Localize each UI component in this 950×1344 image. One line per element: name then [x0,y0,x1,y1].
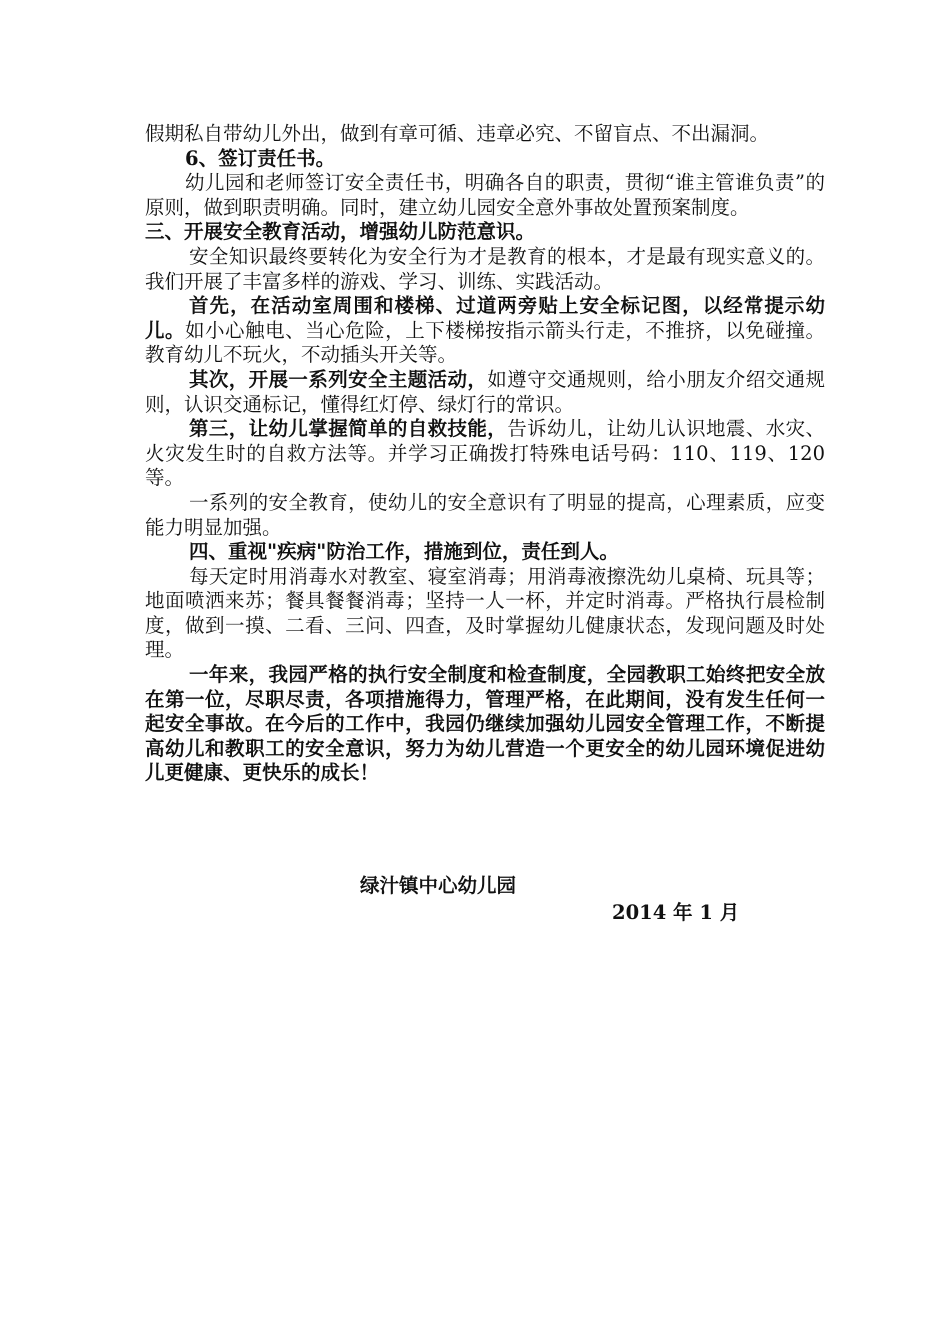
paragraph-leave-rules: 假期私自带幼儿外出，做到有章可循、违章必究、不留盲点、不出漏洞。 [145,122,770,145]
paragraph-summary: 一年来，我园严格的执行安全制度和检查制度，全园教职工始终把安全放在第一位，尽职尽责，各项措施得力，管理严格，在此期间，没有发生任何一起安全事故。在今后的工作中，我园仍继续加强幼儿园安全管理工作，不断提高幼儿和教职工的安全意识，努力为幼儿营造一个更安全的幼儿园环境促进幼儿更健康、更快乐的成长！ [145,663,825,785]
heading-disease-prevention: 四、重视"疾病"防治工作，措施到位，责任到人。 [189,540,619,564]
safety-signs-detail: 如小心触电、当心危险，上下楼梯按指示箭头行走，不推挤，以免碰撞。教育幼儿不玩火，不动插头开关等。 [145,318,825,367]
theme-activities-detail: 如遵守交通规则，给小朋友介绍交通规则，认识交通标记，懂得红灯停、绿灯行的常识。 [145,367,825,416]
heading-sign-responsibility: 6、签订责任书。 [185,146,336,170]
signature-organization: 绿汁镇中心幼儿园 [360,874,517,897]
paragraph-theme-activities [145,368,825,417]
paragraph-safety-knowledge: 安全知识最终要转化为安全行为才是教育的根本，才是最有现实意义的。我们开展了丰富多样的游戏、学习、训练、实践活动。 [145,244,825,293]
safety-signs-lead: 首先，在活动室周围和楼梯、过道两旁贴上安全标记图，以经常提示幼儿。 [145,294,825,342]
signature-date: 2014 年 1 月 [612,901,740,924]
self-rescue-detail: 告诉幼儿，让幼儿认识地震、水灾、火灾发生时的自救方法等。并学习正确拨打特殊电话号码：110、119、120 等。 [145,417,825,490]
theme-activities-lead: 其次，开展一系列安全主题活动， [189,367,488,391]
paragraph-education-result: 一系列的安全教育，使幼儿的安全意识有了明显的提高，心理素质，应变能力明显加强。 [145,490,825,539]
self-rescue-lead: 第三，让幼儿掌握简单的自救技能， [189,417,508,441]
paragraph-responsibility-letter: 幼儿园和老师签订安全责任书，明确各自的职责，贯彻“谁主管谁负责”的原则，做到职责明确。同时，建立幼儿园安全意外事故处置预案制度。 [145,171,825,219]
heading-safety-education: 三、开展安全教育活动，增强幼儿防范意识。 [145,220,536,244]
paragraph-disinfection: 每天定时用消毒水对教室、寝室消毒；用消毒液擦洗幼儿桌椅、玩具等；地面喷洒来苏；餐具餐餐消毒；坚持一人一杯，并定时消毒。严格执行晨检制度，做到一摸、二看、三问、四查，及时掌握幼儿健康状态，发现问题及时处理。 [145,564,825,662]
paragraph-self-rescue [145,417,825,491]
paragraph-safety-signs [145,294,825,368]
document-body [145,122,825,786]
